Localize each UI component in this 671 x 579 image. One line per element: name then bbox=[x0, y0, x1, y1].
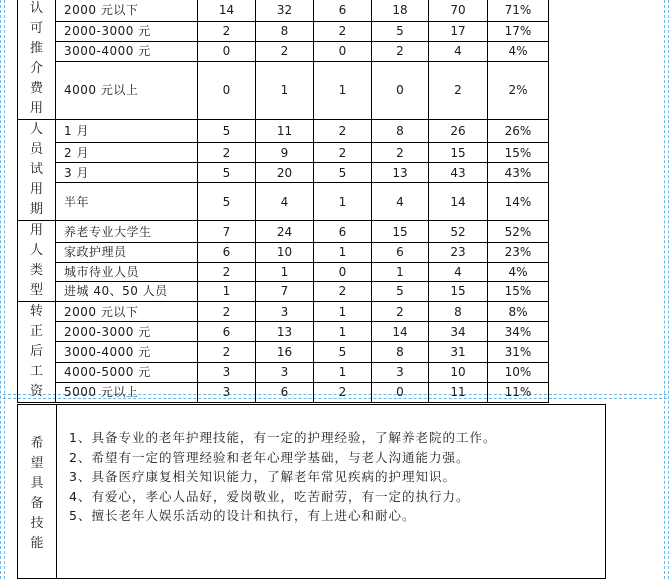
cell-value: 71% bbox=[488, 0, 549, 21]
group-header-char: 转 bbox=[29, 304, 43, 319]
cell-value: 4 bbox=[372, 183, 429, 221]
cell-value: 15% bbox=[488, 281, 549, 301]
cell-value: 15 bbox=[429, 143, 488, 163]
cell-value: 6 bbox=[198, 322, 256, 342]
cell-value: 2 bbox=[372, 143, 429, 163]
skill-item: 4、有爱心，孝心人品好，爱岗敬业，吃苦耐劳，有一定的执行力。 bbox=[69, 488, 470, 504]
cell-value: 4 bbox=[429, 41, 488, 61]
cell-value: 8 bbox=[372, 120, 429, 143]
table-row bbox=[18, 0, 549, 21]
cell-value: 31 bbox=[429, 342, 488, 362]
row-label: 家政护理员 bbox=[56, 243, 198, 262]
cell-value: 0 bbox=[314, 262, 372, 281]
desired-skills-table bbox=[17, 404, 606, 579]
cell-value: 14 bbox=[429, 183, 488, 221]
cell-value: 1 bbox=[314, 243, 372, 262]
cell-value: 23 bbox=[429, 243, 488, 262]
cell-value: 2 bbox=[198, 302, 256, 322]
group-header-char: 期 bbox=[29, 202, 43, 217]
cell-value: 5 bbox=[198, 120, 256, 143]
page-frame-left bbox=[0, 0, 5, 579]
cell-value: 11% bbox=[488, 382, 549, 402]
cell-value: 9 bbox=[256, 143, 314, 163]
desired-skills-title bbox=[18, 405, 57, 579]
cell-value: 5 bbox=[198, 183, 256, 221]
cell-value: 2 bbox=[372, 302, 429, 322]
cell-value: 6 bbox=[256, 382, 314, 402]
cell-value: 10% bbox=[488, 362, 549, 382]
group-header-char: 推 bbox=[29, 41, 43, 56]
group-header-char: 员 bbox=[29, 142, 43, 157]
skill-item: 5、擅长老年人娱乐活动的设计和执行，有上进心和耐心。 bbox=[69, 508, 416, 524]
cell-value: 2 bbox=[256, 41, 314, 61]
cell-value: 0 bbox=[198, 41, 256, 61]
table-row bbox=[18, 221, 549, 243]
table-row bbox=[18, 281, 549, 301]
group-header-char: 人 bbox=[29, 122, 43, 137]
cell-value: 13 bbox=[372, 163, 429, 183]
cell-value: 8 bbox=[256, 21, 314, 41]
cell-value: 0 bbox=[372, 61, 429, 119]
cell-value: 34 bbox=[429, 322, 488, 342]
row-label: 进城 40、50 人员 bbox=[56, 281, 198, 301]
table-row bbox=[18, 342, 549, 362]
row-label: 1 月 bbox=[56, 120, 198, 143]
cell-value: 1 bbox=[314, 362, 372, 382]
cell-value: 5 bbox=[372, 281, 429, 301]
skill-item: 2、希望有一定的管理经验和老年心理学基础，与老人沟通能力强。 bbox=[69, 449, 470, 465]
cell-value: 24 bbox=[256, 221, 314, 243]
cell-value: 52% bbox=[488, 221, 549, 243]
group-header-1 bbox=[18, 120, 56, 221]
table-row bbox=[18, 21, 549, 41]
skills-title-char: 备 bbox=[30, 495, 44, 511]
table-row bbox=[18, 183, 549, 221]
cell-value: 26 bbox=[429, 120, 488, 143]
cell-value: 2 bbox=[429, 61, 488, 119]
cell-value: 8 bbox=[429, 302, 488, 322]
cell-value: 5 bbox=[372, 21, 429, 41]
cell-value: 15% bbox=[488, 143, 549, 163]
group-header-2 bbox=[18, 221, 56, 302]
table-row bbox=[18, 143, 549, 163]
row-label: 3000-4000 元 bbox=[56, 41, 198, 61]
row-label: 2000-3000 元 bbox=[56, 322, 198, 342]
page-frame-right bbox=[664, 0, 669, 579]
cell-value: 5 bbox=[314, 163, 372, 183]
row-label: 2 月 bbox=[56, 143, 198, 163]
cell-value: 43% bbox=[488, 163, 549, 183]
skills-title-char: 能 bbox=[30, 535, 44, 551]
row-label: 半年 bbox=[56, 183, 198, 221]
cell-value: 8 bbox=[372, 342, 429, 362]
group-header-char: 正 bbox=[29, 324, 43, 339]
cell-value: 3 bbox=[372, 362, 429, 382]
cell-value: 15 bbox=[429, 281, 488, 301]
row-label: 城市待业人员 bbox=[56, 262, 198, 281]
cell-value: 14% bbox=[488, 183, 549, 221]
cell-value: 52 bbox=[429, 221, 488, 243]
cell-value: 2% bbox=[488, 61, 549, 119]
group-header-char: 介 bbox=[29, 61, 43, 76]
group-header-char: 用 bbox=[29, 223, 43, 238]
cell-value: 18 bbox=[372, 0, 429, 21]
group-header-0 bbox=[18, 0, 56, 120]
cell-value: 31% bbox=[488, 342, 549, 362]
cell-value: 4 bbox=[429, 262, 488, 281]
skill-item: 1、具备专业的老年护理技能，有一定的护理经验，了解养老院的工作。 bbox=[69, 430, 497, 445]
cell-value: 11 bbox=[256, 120, 314, 143]
cell-value: 4% bbox=[488, 262, 549, 281]
cell-value: 1 bbox=[314, 61, 372, 119]
survey-stats-table bbox=[17, 0, 549, 403]
cell-value: 7 bbox=[256, 281, 314, 301]
cell-value: 0 bbox=[198, 61, 256, 119]
cell-value: 1 bbox=[372, 262, 429, 281]
cell-value: 2 bbox=[198, 262, 256, 281]
table-row bbox=[18, 302, 549, 322]
cell-value: 1 bbox=[314, 183, 372, 221]
cell-value: 2 bbox=[314, 120, 372, 143]
cell-value: 2 bbox=[198, 342, 256, 362]
row-label: 2000-3000 元 bbox=[56, 21, 198, 41]
cell-value: 2 bbox=[314, 21, 372, 41]
cell-value: 23% bbox=[488, 243, 549, 262]
table-row bbox=[18, 362, 549, 382]
cell-value: 8% bbox=[488, 302, 549, 322]
cell-value: 10 bbox=[429, 362, 488, 382]
cell-value: 14 bbox=[372, 322, 429, 342]
cell-value: 4 bbox=[256, 183, 314, 221]
cell-value: 70 bbox=[429, 0, 488, 21]
cell-value: 14 bbox=[198, 0, 256, 21]
group-header-char: 人 bbox=[29, 243, 43, 258]
cell-value: 1 bbox=[256, 262, 314, 281]
cell-value: 2 bbox=[198, 21, 256, 41]
group-header-char: 用 bbox=[29, 101, 43, 116]
cell-value: 26% bbox=[488, 120, 549, 143]
cell-value: 34% bbox=[488, 322, 549, 342]
cell-value: 2 bbox=[314, 143, 372, 163]
cell-value: 17 bbox=[429, 21, 488, 41]
cell-value: 11 bbox=[429, 382, 488, 402]
cell-value: 4% bbox=[488, 41, 549, 61]
cell-value: 3 bbox=[256, 302, 314, 322]
row-label: 养老专业大学生 bbox=[56, 221, 198, 243]
cell-value: 2 bbox=[198, 143, 256, 163]
cell-value: 13 bbox=[256, 322, 314, 342]
group-header-char: 工 bbox=[29, 364, 43, 379]
cell-value: 5 bbox=[314, 342, 372, 362]
table-row bbox=[18, 61, 549, 119]
table-row bbox=[18, 382, 549, 402]
cell-value: 17% bbox=[488, 21, 549, 41]
cell-value: 3 bbox=[198, 382, 256, 402]
cell-value: 43 bbox=[429, 163, 488, 183]
cell-value: 1 bbox=[198, 281, 256, 301]
cell-value: 2 bbox=[314, 382, 372, 402]
cell-value: 15 bbox=[372, 221, 429, 243]
cell-value: 6 bbox=[314, 221, 372, 243]
group-header-char: 型 bbox=[29, 283, 43, 298]
row-label: 4000-5000 元 bbox=[56, 362, 198, 382]
cell-value: 7 bbox=[198, 221, 256, 243]
group-header-3 bbox=[18, 302, 56, 403]
cell-value: 20 bbox=[256, 163, 314, 183]
cell-value: 6 bbox=[314, 0, 372, 21]
table-row bbox=[18, 243, 549, 262]
cell-value: 5 bbox=[198, 163, 256, 183]
table-row bbox=[18, 262, 549, 281]
cell-value: 3 bbox=[256, 362, 314, 382]
row-label: 3 月 bbox=[56, 163, 198, 183]
cell-value: 32 bbox=[256, 0, 314, 21]
table-row bbox=[18, 322, 549, 342]
cell-value: 1 bbox=[314, 322, 372, 342]
cell-value: 1 bbox=[314, 302, 372, 322]
skills-title-char: 希 bbox=[30, 435, 44, 451]
cell-value: 2 bbox=[314, 281, 372, 301]
skills-title-char: 技 bbox=[30, 515, 44, 531]
cell-value: 0 bbox=[372, 382, 429, 402]
skills-title-char: 望 bbox=[30, 455, 44, 471]
cell-value: 0 bbox=[314, 41, 372, 61]
skill-item: 3、具备医疗康复相关知识能力，了解老年常见疾病的护理知识。 bbox=[69, 469, 456, 485]
group-header-char: 后 bbox=[29, 344, 43, 359]
cell-value: 1 bbox=[256, 61, 314, 119]
group-header-char: 费 bbox=[29, 81, 43, 96]
table-row bbox=[18, 163, 549, 183]
skills-title-char: 具 bbox=[30, 475, 44, 491]
row-label: 4000 元以上 bbox=[56, 61, 198, 119]
desired-skills-list bbox=[57, 405, 606, 579]
group-header-char: 可 bbox=[29, 21, 43, 36]
cell-value: 6 bbox=[372, 243, 429, 262]
group-header-char: 认 bbox=[29, 1, 43, 16]
row-label: 2000 元以下 bbox=[56, 0, 198, 21]
cell-value: 6 bbox=[198, 243, 256, 262]
group-header-char: 类 bbox=[29, 263, 43, 278]
group-header-char: 用 bbox=[29, 182, 43, 197]
cell-value: 16 bbox=[256, 342, 314, 362]
cell-value: 10 bbox=[256, 243, 314, 262]
table-row bbox=[18, 120, 549, 143]
row-label: 2000 元以下 bbox=[56, 302, 198, 322]
group-header-char: 试 bbox=[29, 162, 43, 177]
table-row bbox=[18, 41, 549, 61]
row-label: 3000-4000 元 bbox=[56, 342, 198, 362]
cell-value: 2 bbox=[372, 41, 429, 61]
row-label: 5000 元以上 bbox=[56, 382, 198, 402]
group-header-char: 资 bbox=[29, 384, 43, 399]
cell-value: 3 bbox=[198, 362, 256, 382]
